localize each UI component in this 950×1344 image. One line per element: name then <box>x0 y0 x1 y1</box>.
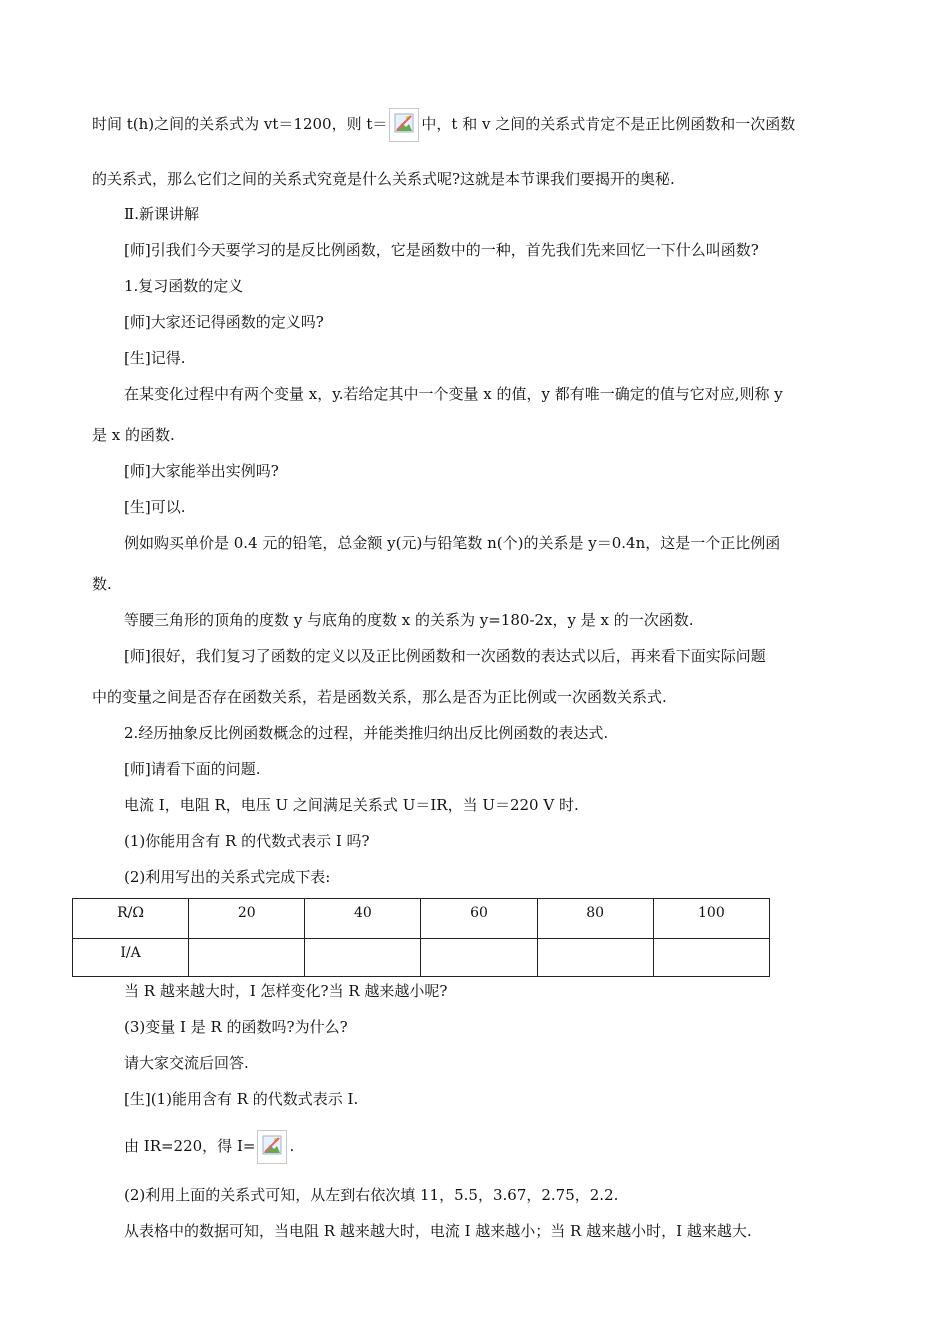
paragraph-line: [生]可以. <box>124 498 186 516</box>
paragraph-line: [师]引我们今天要学习的是反比例函数，它是函数中的一种，首先我们先来回忆一下什么叫函数? <box>124 241 759 259</box>
table-cell <box>189 939 305 977</box>
paragraph-line: 在某变化过程中有两个变量 x，y.若给定其中一个变量 x 的值，y 都有唯一确定的值与它对应,则称 y <box>124 385 783 403</box>
list-item: 1.复习函数的定义 <box>124 277 244 295</box>
table-row <box>73 899 770 939</box>
paragraph-line: [师]大家能举出实例吗? <box>124 462 279 480</box>
section-title: Ⅱ.新课讲解 <box>124 205 199 223</box>
formula-image-icon <box>257 1130 287 1164</box>
table-cell: 80 <box>537 899 653 939</box>
formula-image-icon <box>389 108 419 142</box>
paragraph-line: [师]请看下面的问题. <box>124 760 261 778</box>
table-cell: 100 <box>653 899 769 939</box>
table-cell: I/A <box>73 939 189 977</box>
question-item: (3)变量 I 是 R 的函数吗?为什么? <box>124 1018 348 1036</box>
table-cell: 40 <box>305 899 421 939</box>
table-cell: 60 <box>421 899 537 939</box>
paragraph-line: 当 R 越来越大时，I 怎样变化?当 R 越来越小呢? <box>124 982 448 1000</box>
paragraph-line: 的关系式，那么它们之间的关系式究竟是什么关系式呢?这就是本节课我们要揭开的奥秘. <box>92 170 675 188</box>
paragraph-line: 从表格中的数据可知，当电阻 R 越来越大时，电流 I 越来越小；当 R 越来越小时，I 越来越大. <box>124 1222 752 1240</box>
paragraph-line: 数. <box>92 575 112 593</box>
paragraph-line: 请大家交流后回答. <box>124 1054 249 1072</box>
paragraph-line: [生]记得. <box>124 349 186 367</box>
list-item: 2.经历抽象反比例函数概念的过程，并能类推归纳出反比例函数的表达式. <box>124 724 609 742</box>
data-table <box>72 898 770 977</box>
paragraph-line: 等腰三角形的顶角的度数 y 与底角的度数 x 的关系为 y=180-2x，y 是 x 的一次函数. <box>124 611 694 629</box>
paragraph-line: 例如购买单价是 0.4 元的铅笔，总金额 y(元)与铅笔数 n(个)的关系是 y＝0.4n，这是一个正比例函 <box>124 534 781 552</box>
table-cell <box>653 939 769 977</box>
paragraph-line: 时间 t(h)之间的关系式为 vt＝1200，则 t＝ 中，t 和 v 之间的关系式肯定不是正比例函数和一次函数 <box>92 108 795 142</box>
table-row <box>73 939 770 977</box>
paragraph-line: [师]很好，我们复习了函数的定义以及正比例函数和一次函数的表达式以后，再来看下面实际问题 <box>124 647 766 665</box>
paragraph-line: 是 x 的函数. <box>92 426 175 444</box>
paragraph-line: [师]大家还记得函数的定义吗? <box>124 313 324 331</box>
table-cell <box>421 939 537 977</box>
paragraph-line: 中的变量之间是否存在函数关系，若是函数关系，那么是否为正比例或一次函数关系式. <box>92 688 667 706</box>
paragraph-line: 由 IR=220，得 I= . <box>124 1130 294 1164</box>
paragraph-line: 电流 I，电阻 R，电压 U 之间满足关系式 U＝IR，当 U＝220 V 时. <box>124 796 579 814</box>
table-cell <box>537 939 653 977</box>
table-cell <box>305 939 421 977</box>
table-cell: 20 <box>189 899 305 939</box>
question-item: (2)利用写出的关系式完成下表: <box>124 868 331 886</box>
table-cell: R/Ω <box>73 899 189 939</box>
paragraph-line: [生](1)能用含有 R 的代数式表示 I. <box>124 1090 359 1108</box>
question-item: (1)你能用含有 R 的代数式表示 I 吗? <box>124 832 370 850</box>
paragraph-line: (2)利用上面的关系式可知，从左到右依次填 11，5.5，3.67，2.75，2.2. <box>124 1186 619 1204</box>
